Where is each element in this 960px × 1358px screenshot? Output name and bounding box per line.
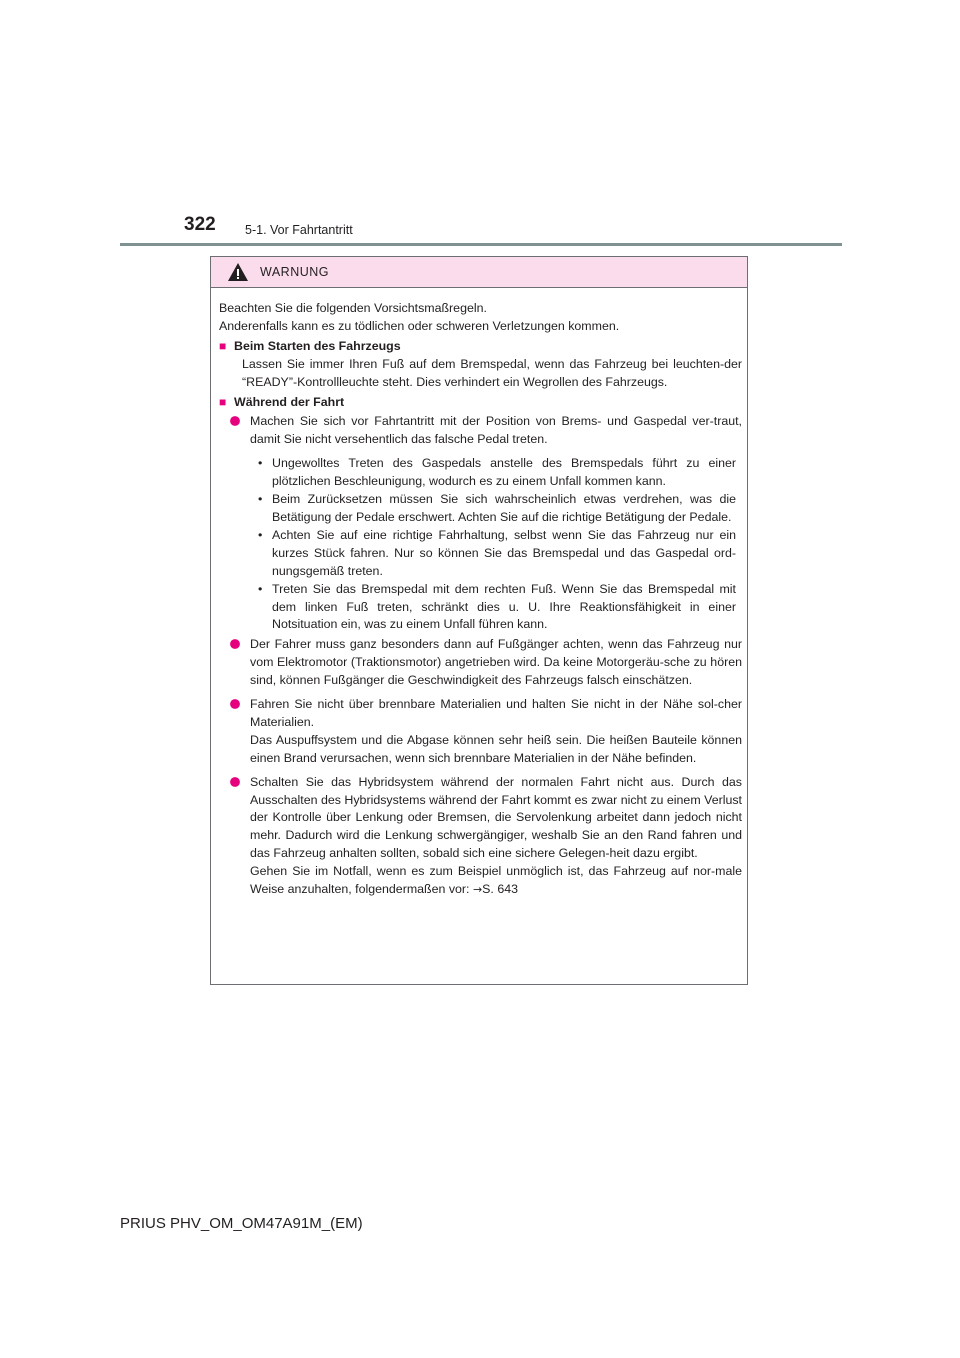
page-reference[interactable]: S. 643 <box>482 882 518 897</box>
intro-line: Anderenfalls kann es zu tödlichen oder schweren Verletzungen kommen. <box>219 318 620 333</box>
dot-bullet-icon: • <box>258 492 263 507</box>
section-heading <box>219 394 742 412</box>
item-text-part: Gehen Sie im Notfall, wenn es zum Beispiel unmöglich ist, das Fahrzeug auf nor-male Weise anzuhalten, folgendermaßen vor: <box>250 864 742 897</box>
sub-item-text: Beim Zurücksetzen müssen Sie sich wahrscheinlich etwas verdrehen, was die Betätigung der Pedale erschwert. Achten Sie auf die richtige Betätigung der Pedale. <box>272 492 736 524</box>
sub-item-text: Ungewolltes Treten des Gaspedals anstelle des Bremspedals führt zu einer plötzlichen Beschleunigung, wodurch es zu einem Unfall kommen kann. <box>272 456 736 489</box>
item-text: Fahren Sie nicht über brennbare Materialien und halten Sie nicht in der Nähe sol-cher Materialien. <box>250 697 742 729</box>
square-bullet-icon: ■ <box>219 338 227 353</box>
sub-list-item <box>258 491 742 527</box>
square-bullet-icon: ■ <box>219 394 227 409</box>
circle-bullet-icon <box>230 777 240 787</box>
warning-intro <box>219 300 742 336</box>
section-heading <box>219 338 742 356</box>
section-title: 5-1. Vor Fahrtantritt <box>245 223 353 237</box>
sub-list <box>219 455 742 634</box>
sub-list-item <box>258 527 742 581</box>
circle-bullet-icon <box>230 639 240 649</box>
warning-body <box>211 288 747 899</box>
list-item <box>219 413 742 449</box>
sub-item-text: Achten Sie auf eine richtige Fahrhaltung, selbst wenn Sie das Fahrzeug nur ein kurzes Stück fahren. Nur so können Sie das Bremspedal und das Gaspedal ord-nungsgemäß treten. <box>272 527 736 578</box>
list-item <box>219 636 742 690</box>
sub-list-item <box>258 581 742 635</box>
sub-list-item <box>258 455 742 491</box>
item-text: Machen Sie sich vor Fahrtantritt mit der Position von Brems- und Gaspedal ver-traut, damit Sie nicht versehentlich das falsche Pedal treten. <box>250 414 742 447</box>
dot-bullet-icon: • <box>258 581 263 596</box>
header-rule <box>120 243 842 246</box>
item-text: Schalten Sie das Hybridsystem während der normalen Fahrt nicht aus. Durch das Ausschalten des Hybridsystems während der Fahrt kommt es zwar nicht zu einem Verlust der Kontrolle über Lenkung oder Bremsen, die Servolenkung arbeitet dann jedoch nicht mehr. Dadurch wird die Lenkung schwergängiger, weshalb Sie an den Rand fahren und das Fahrzeug anhalten sollten, sobald sich eine sichere Gelegen-heit dazu ergibt. <box>250 774 742 861</box>
dot-bullet-icon: • <box>258 527 263 542</box>
arrow-right-icon: → <box>472 883 483 897</box>
list-item <box>219 774 742 899</box>
item-text: Das Auspuffsystem und die Abgase können sehr heiß sein. Die heißen Bauteile können einen Brand verursachen, wenn sich brennbare Materialien in der Nähe befinden. <box>250 732 742 765</box>
dot-bullet-icon: • <box>258 456 263 471</box>
warning-triangle-icon <box>227 262 249 282</box>
list-item <box>219 696 742 768</box>
circle-bullet-icon <box>230 417 240 427</box>
warning-box <box>210 256 748 985</box>
document-id: PRIUS PHV_OM_OM47A91M_(EM) <box>120 1215 363 1232</box>
page-number: 322 <box>184 214 216 235</box>
section-text: Lassen Sie immer Ihren Fuß auf dem Bremspedal, wenn das Fahrzeug bei leuchten-der “READY”-Kontrollleuchte steht. Dies verhindert ein Wegrollen des Fahrzeugs. <box>242 356 742 389</box>
item-text: Der Fahrer muss ganz besonders dann auf Fußgänger achten, wenn das Fahrzeug nur vom Elektromotor (Traktionsmotor) angetrieben wird. Da keine Motorgeräu-sche zu hören sind, können Fußgänger die Geschwindigkeit des Fahrzeugs falsch einschätzen. <box>250 637 742 688</box>
heading-text: Beim Starten des Fahrzeugs <box>234 338 401 353</box>
intro-line: Beachten Sie die folgenden Vorsichtsmaßregeln. <box>219 301 487 315</box>
warning-header <box>211 257 747 288</box>
item-text <box>250 863 742 899</box>
sub-item-text: Treten Sie das Bremspedal mit dem rechten Fuß. Wenn Sie das Bremspedal mit dem linken Fuß treten, schränkt dies u. U. Ihre Reaktionsfähigkeit in einer Notsituation ein, was zu einem Unfall führen kann. <box>272 581 736 632</box>
circle-bullet-icon <box>230 699 240 709</box>
heading-text: Während der Fahrt <box>234 394 345 409</box>
warning-title: WARNUNG <box>260 265 330 279</box>
